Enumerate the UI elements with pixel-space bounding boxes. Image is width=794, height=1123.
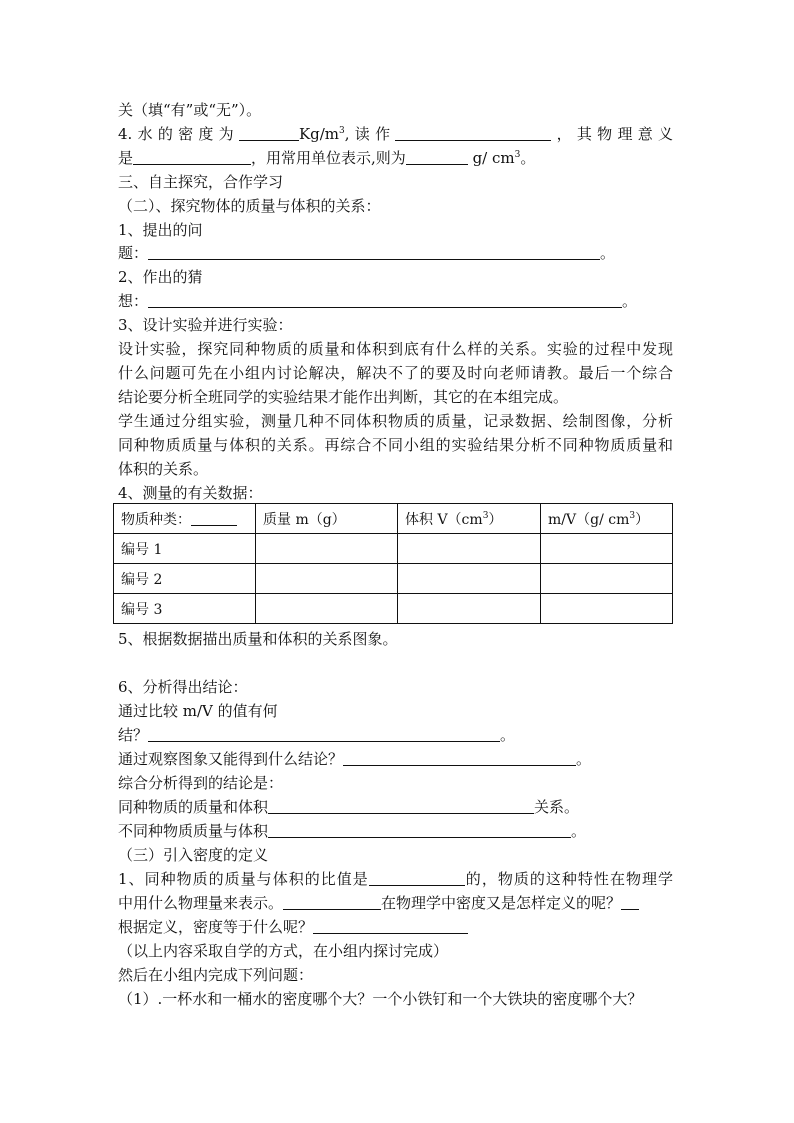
conclusion-different-substance: 不同种物质质量与体积 。	[118, 822, 587, 840]
paragraph-line: 同种物质质量与体积的关系。再综合不同小组的实验结果分析不同种物质质量和	[118, 436, 673, 454]
header-mass: 质量 m（g）	[256, 504, 398, 534]
blank-physical-quantity[interactable]	[283, 894, 381, 910]
definition-line-3: 根据定义，密度等于什么呢？	[118, 917, 468, 937]
paragraph-line: 体积的关系。	[118, 460, 209, 478]
cell-volume[interactable]	[398, 534, 541, 564]
paragraph-line: 设计实验，探究同种物质的质量和体积到底有什么样的关系。实验的过程中发现	[118, 340, 673, 358]
row-label: 编号 2	[114, 564, 256, 594]
blank-density-formula[interactable]	[313, 918, 468, 934]
conclusion-3-label: 综合分析得到的结论是：	[118, 774, 284, 792]
table-row	[114, 534, 673, 564]
question-4-line-1: 4.水的密度为 $Kg/m^3$,读作 ，其物理意义	[118, 125, 673, 143]
cell-mass[interactable]	[256, 564, 398, 594]
paragraph-line: 学生通过分组实验，测量几种不同体积物质的质量，记录数据、绘制图像，分析	[118, 412, 673, 430]
blank-hypothesis[interactable]	[148, 292, 622, 308]
blank-definition[interactable]	[621, 894, 639, 910]
step-3-heading: 3、设计实验并进行实验：	[118, 316, 293, 334]
blank-read-as[interactable]	[395, 125, 551, 141]
definition-line-1: 1、同种物质的质量与体积的比值是 的，物质的这种特性在物理学	[118, 870, 673, 888]
blank-substance-type[interactable]	[191, 510, 237, 526]
step-2-label: 2、作出的猜	[118, 268, 203, 286]
row-label: 编号 1	[114, 534, 256, 564]
line-fill-hint: 关（填“有”或“无”）。	[118, 101, 262, 119]
paragraph-line: 什么问题可先在小组内讨论解决，解决不了的要及时向老师请教。最后一个综合	[118, 364, 673, 382]
subsection-3-heading: （三）引入密度的定义	[118, 846, 269, 864]
blank-ratio-property[interactable]	[369, 870, 465, 886]
row-label: 编号 3	[114, 594, 256, 624]
definition-line-2: 中用什么物理量来表示。 在物理学中密度又是怎样定义的呢？	[118, 893, 639, 913]
question-1: （1）.一杯水和一桶水的密度哪个大？一个小铁钉和一个大铁块的密度哪个大？	[118, 990, 643, 1008]
table-header-row	[114, 504, 673, 534]
blank-different-substance-relation[interactable]	[268, 822, 571, 838]
measurement-table	[113, 503, 673, 624]
subsection-2-heading: （二）、探究物体的质量与体积的关系：	[118, 197, 381, 215]
header-volume: 体积 $V(cm^3)$	[398, 504, 541, 534]
table-row	[114, 594, 673, 624]
question-4-line-2: 是 ，用常用单位表示,则为 g/ $cm^3$。	[118, 149, 536, 167]
step-2-answer-line: 想： 。	[118, 292, 638, 310]
blank-common-unit[interactable]	[406, 149, 468, 165]
self-study-note: （以上内容采取自学的方式，在小组内探讨完成）	[118, 942, 449, 960]
cell-mass[interactable]	[256, 534, 398, 564]
step-5-heading: 5、根据数据描出质量和体积的关系图象。	[118, 630, 398, 648]
paragraph-line: 结论要分析全班同学的实验结果才能作出判断，其它的在本组完成。	[118, 388, 569, 406]
cell-ratio[interactable]	[541, 534, 673, 564]
cell-mass[interactable]	[256, 594, 398, 624]
conclusion-2-line: 通过观察图象又能得到什么结论？ 。	[118, 750, 592, 768]
step-1-answer-line: 题： 。	[118, 244, 616, 262]
blank-ratio-conclusion[interactable]	[148, 726, 500, 742]
blank-density-value[interactable]	[239, 125, 299, 141]
conclusion-same-substance: 同种物质的质量和体积 关系。	[118, 798, 580, 816]
cell-ratio[interactable]	[541, 594, 673, 624]
blank-graph-conclusion[interactable]	[343, 750, 576, 766]
cell-ratio[interactable]	[541, 564, 673, 594]
cell-volume[interactable]	[398, 594, 541, 624]
section-3-heading: 三、自主探究，合作学习	[118, 173, 284, 191]
blank-question[interactable]	[148, 244, 600, 260]
blank-same-substance-relation[interactable]	[268, 798, 534, 814]
header-ratio: m/V（g/ $cm^3$）	[541, 504, 673, 534]
conclusion-1-label: 通过比较 m/V 的值有何	[118, 702, 278, 720]
header-substance-type: 物质种类：	[114, 504, 256, 534]
cell-volume[interactable]	[398, 564, 541, 594]
step-6-heading: 6、分析得出结论：	[118, 678, 248, 696]
blank-physical-meaning[interactable]	[133, 149, 251, 165]
step-1-label: 1、提出的问	[118, 221, 203, 239]
conclusion-1-answer-line: 结？ 。	[118, 726, 516, 744]
group-task-intro: 然后在小组内完成下列问题：	[118, 966, 314, 984]
table-row	[114, 564, 673, 594]
step-4-heading: 4、测量的有关数据：	[118, 484, 263, 502]
